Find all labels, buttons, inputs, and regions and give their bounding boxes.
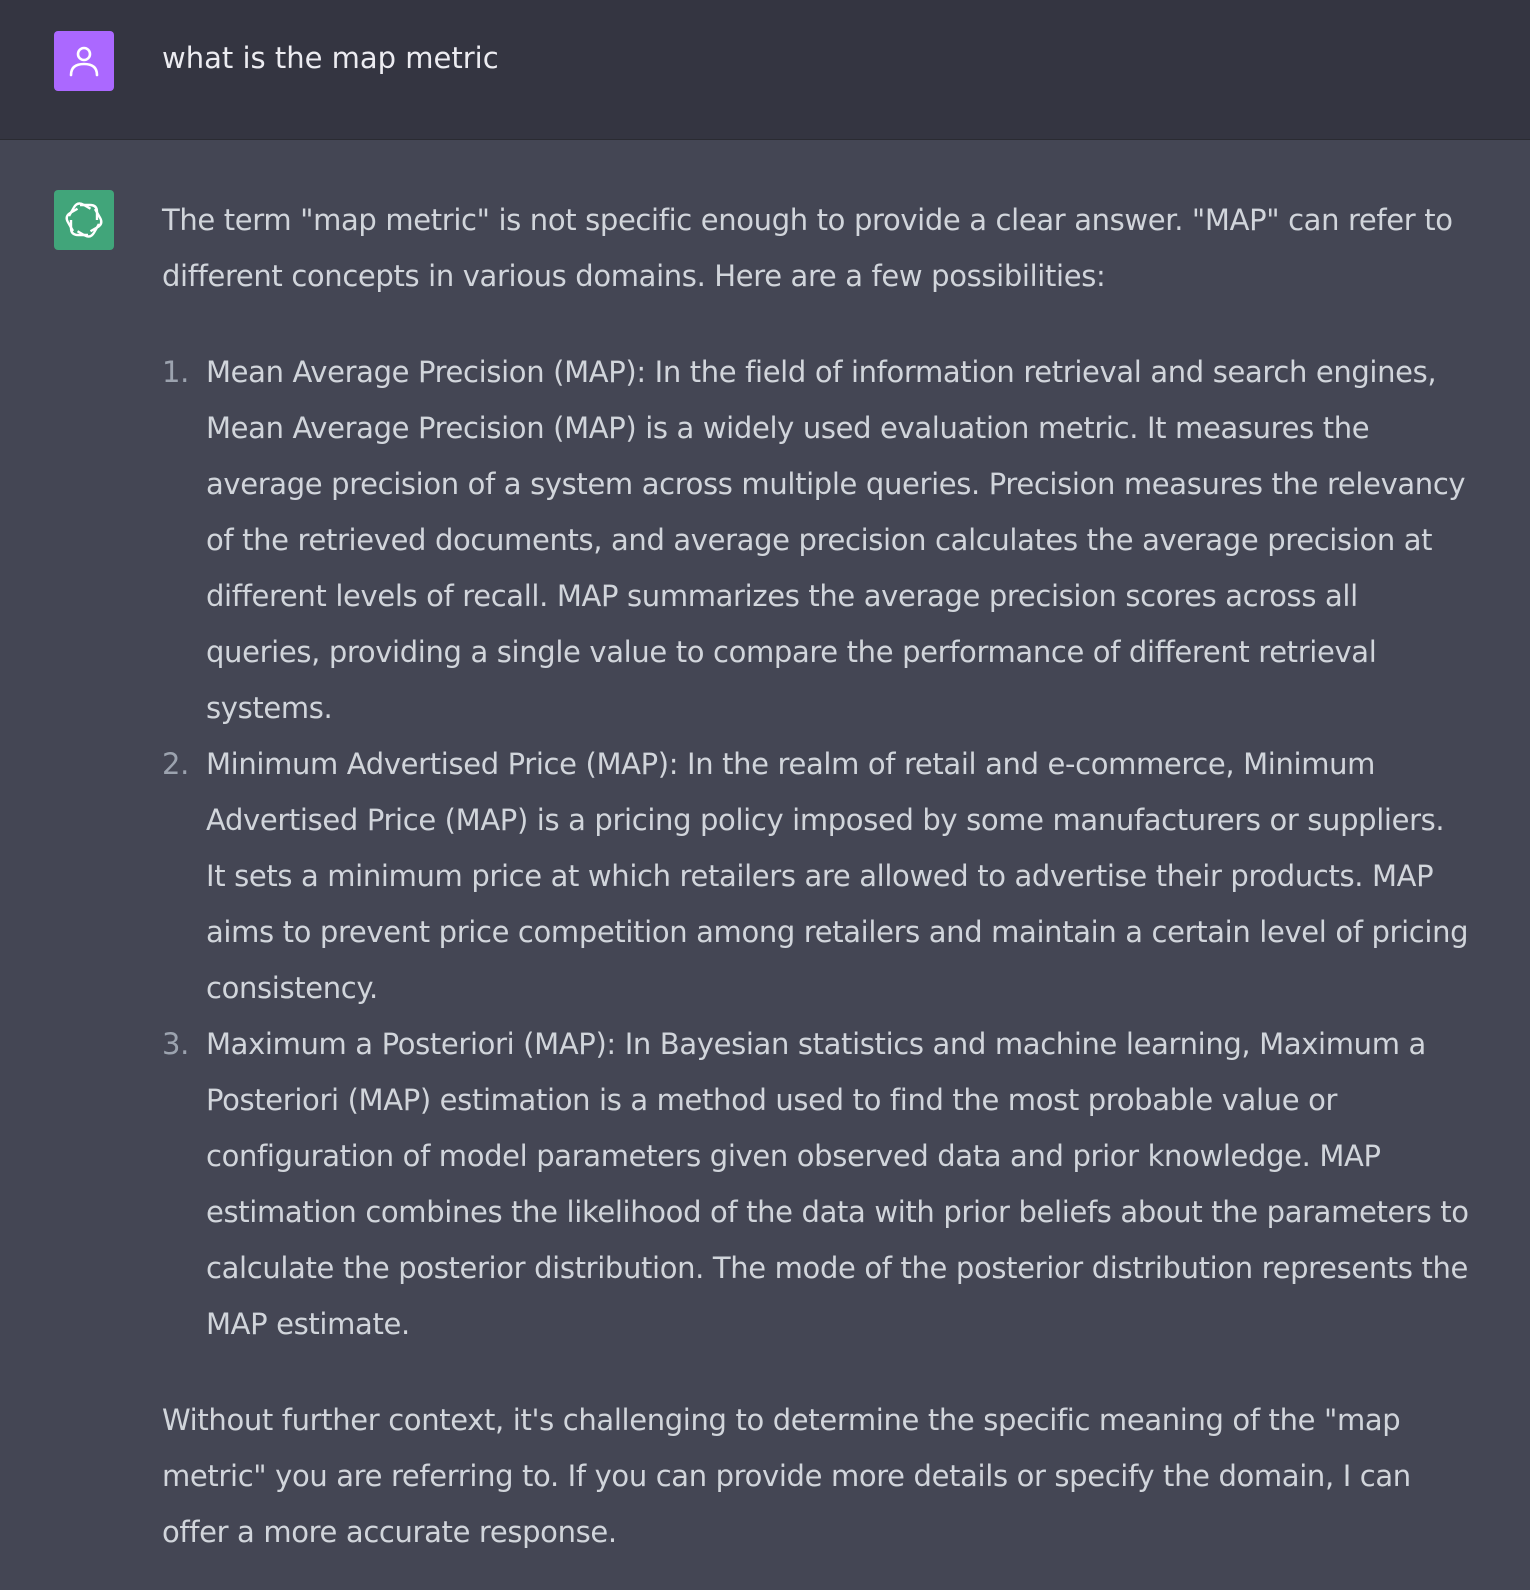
user-icon — [66, 43, 102, 79]
list-item-text: Maximum a Posteriori (MAP): In Bayesian statistics and machine learning, Maximum a Posteriori (MAP) estimation is a method used to find the most probable value or configuration of model parameters given observed data and prior knowledge. MAP estimation combines the likelihood of the data with prior beliefs about the parameters to calculate the posterior distribution. The mode of the posterior distribution represents the MAP estimate. — [206, 1027, 1469, 1341]
list-item-number: 2. — [162, 747, 189, 781]
assistant-avatar — [54, 190, 114, 250]
answer-intro: The term "map metric" is not specific enough to provide a clear answer. "MAP" can refer to different concepts in various domains. Here are a few possibilities: — [162, 203, 1453, 293]
list-item-text: Minimum Advertised Price (MAP): In the realm of retail and e-commerce, Minimum Advertised Price (MAP) is a pricing policy imposed by some manufacturers or suppliers. It sets a minimum price at which retailers are allowed to advertise their products. MAP aims to prevent price competition among retailers and maintain a certain level of pricing consistency. — [206, 747, 1469, 1005]
list-item-text: Mean Average Precision (MAP): In the field of information retrieval and search engines, Mean Average Precision (MAP) is a widely used evaluation metric. It measures the average precision of a system across multiple queries. Precision measures the relevancy of the retrieved documents, and average precision calculates the average precision at different levels of recall. MAP summarizes the average precision scores across all queries, providing a single value to compare the performance of different retrieval systems. — [206, 355, 1466, 725]
answer-conclusion: Without further context, it's challenging to determine the specific meaning of the "map metric" you are referring to. If you can provide more details or specify the domain, I can offer a more accurate response. — [162, 1403, 1411, 1549]
list-item — [162, 1016, 1472, 1352]
list-item-number: 3. — [162, 1027, 189, 1061]
possibilities-list — [162, 344, 1472, 1352]
list-item-number: 1. — [162, 355, 189, 389]
list-item — [162, 344, 1472, 736]
list-item — [162, 736, 1472, 1016]
user-message-text: what is the map metric — [162, 41, 499, 75]
assistant-message-row — [0, 140, 1530, 1590]
user-avatar — [54, 31, 114, 91]
openai-logo-icon — [62, 198, 106, 242]
assistant-message-body — [162, 192, 1472, 1560]
user-message-row — [0, 0, 1530, 140]
